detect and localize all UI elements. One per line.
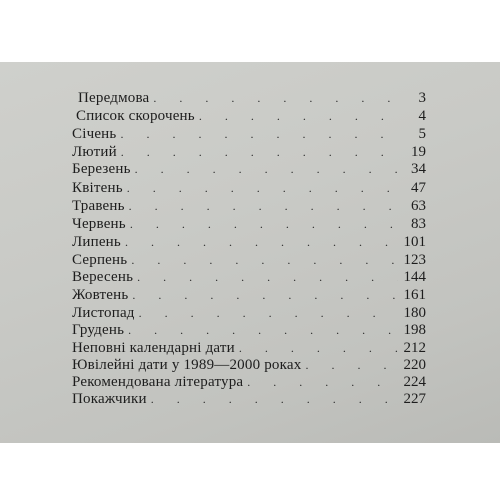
toc-entry-page: 63 [411,198,426,214]
toc-entry-page: 198 [403,322,426,338]
toc-entry-page: 19 [411,144,426,160]
toc-entry-page: 123 [403,252,426,268]
dot-leader [153,89,398,107]
toc-entry-title: Рекомендована література [72,374,244,390]
toc-entry-page: 220 [403,357,426,373]
toc-entry-title: Грудень [72,322,125,338]
dot-leader [135,160,398,178]
toc-entry [72,390,426,408]
toc-entry-title: Список скорочень [76,108,195,124]
toc-entry [72,304,426,322]
dot-leader [129,197,398,215]
table-of-contents [0,62,500,443]
dot-leader [132,286,398,304]
toc-entry-title: Листопад [72,305,135,321]
dot-leader [125,233,398,251]
toc-entry-title: Травень [72,198,125,214]
toc-entry-title: Березень [72,161,131,177]
toc-entry-title: Жовтень [72,287,129,303]
dot-leader [121,143,398,161]
book-page [0,62,500,443]
toc-entry-title: Липень [72,234,121,250]
toc-entry [78,89,426,107]
toc-entry-page: 227 [403,391,426,407]
toc-entry-page: 101 [403,234,426,250]
dot-leader [131,251,398,269]
toc-entry [72,179,426,197]
toc-entry [72,339,426,357]
toc-entry-page: 224 [403,374,426,390]
toc-entry-title: Лютий [72,144,117,160]
dot-leader [247,373,398,391]
toc-entry-page: 4 [418,108,426,124]
dot-leader [128,321,398,339]
toc-entry-title: Вересень [72,269,134,285]
dot-leader [120,125,398,143]
toc-entry [72,356,426,374]
toc-entry-title: Покажчики [72,391,147,407]
toc-entry-title: Січень [72,126,117,142]
toc-entry-page: 5 [418,126,426,142]
dot-leader [137,268,398,286]
toc-entry-title: Серпень [72,252,128,268]
dot-leader [239,339,398,357]
dot-leader [139,304,398,322]
dot-leader [199,107,398,125]
toc-entry [72,286,426,304]
toc-entry-page: 34 [411,161,426,177]
toc-entry-page: 144 [403,269,426,285]
dot-leader [151,390,398,408]
toc-entry-page: 212 [403,340,426,356]
toc-entry [72,125,426,143]
toc-entry-title: Червень [72,216,126,232]
toc-entry [72,321,426,339]
dot-leader [130,215,398,233]
toc-entry-title: Неповні календарні дати [72,340,235,356]
toc-entry [72,373,426,391]
toc-entry-title: Передмова [78,90,150,106]
toc-entry [72,143,426,161]
toc-entry [72,251,426,269]
toc-entry-page: 47 [411,180,426,196]
dot-leader [127,179,398,197]
toc-entry [72,215,426,233]
toc-entry-page: 161 [403,287,426,303]
toc-entry [76,107,426,125]
dot-leader [305,356,398,374]
toc-entry-page: 180 [403,305,426,321]
toc-entry-page: 3 [418,90,426,106]
toc-entry [72,233,426,251]
toc-entry-page: 83 [411,216,426,232]
toc-entry [72,160,426,178]
toc-entry-title: Квітень [72,180,123,196]
toc-entry [72,197,426,215]
toc-entry-title: Ювілейні дати у 1989—2000 роках [72,357,302,373]
toc-entry [72,268,426,286]
